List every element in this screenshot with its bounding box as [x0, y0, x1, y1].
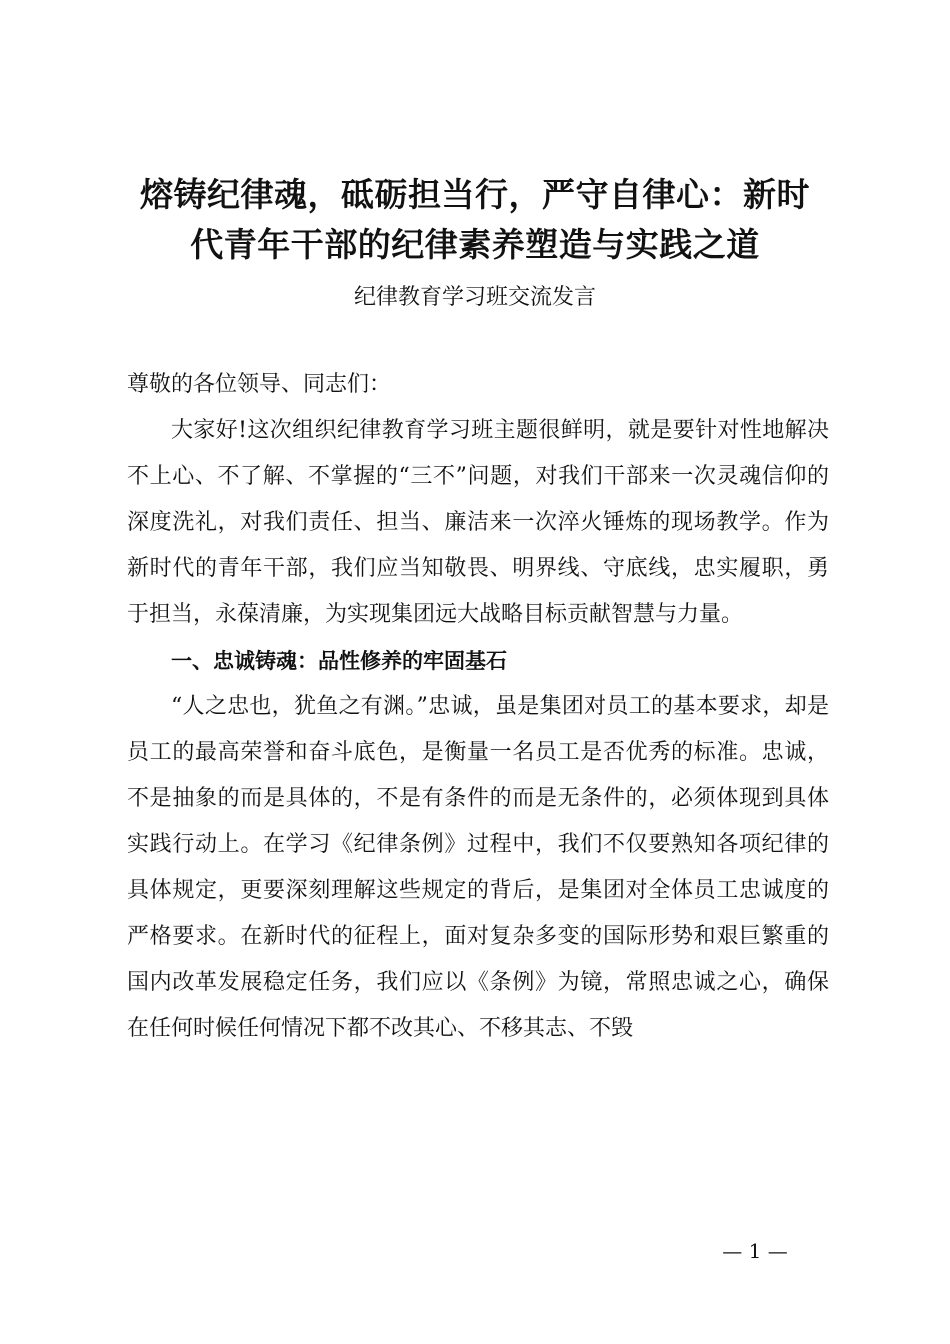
document-subtitle: 纪律教育学习班交流发言 [353, 285, 596, 310]
title-line-1: 熔铸纪律魂，砥砺担当行，严守自律心：新时 [140, 175, 810, 214]
page-number: — 1 — [722, 1239, 788, 1263]
title-line-2: 代青年干部的纪律素养塑造与实践之道 [190, 225, 760, 264]
intro-paragraph: 大家好!这次组织纪律教育学习班主题很鲜明，就是要针对性地解决不上心、不了解、不掌握的“三不”问题，对我们干部来一次灵魂信仰的深度洗礼，对我们责任、担当、廉洁来一次淬火锤炼的现场教学。作为新时代的青年干部，我们应当知敬畏、明界线、守底线，忠实履职，勇于担当，永葆清廉，为实现集团远大战略目标贡献智慧与力量。 [127, 418, 829, 627]
section-1-paragraph: “人之忠也，犹鱼之有渊。”忠诚，虽是集团对员工的基本要求，却是员工的最高荣誉和奋斗底色，是衡量一名员工是否优秀的标准。忠诚，不是抽象的而是具体的，不是有条件的而是无条件的，必须体现到具体实践行动上。在学习《纪律条例》过程中，我们不仅要熟知各项纪律的具体规定，更要深刻理解这些规定的背后，是集团对全体员工忠诚度的严格要求。在新时代的征程上，面对复杂多变的国际形势和艰巨繁重的国内改革发展稳定任务，我们应以《条例》为镜，常照忠诚之心，确保在任何时候任何情况下都不改其心、不移其志、不毁 [127, 694, 829, 1041]
section-heading-1: 一、忠诚铸魂：品性修养的牢固基石 [171, 649, 507, 673]
salutation: 尊敬的各位领导、同志们： [127, 372, 392, 397]
document-title [110, 170, 840, 270]
document-body [127, 362, 829, 1052]
